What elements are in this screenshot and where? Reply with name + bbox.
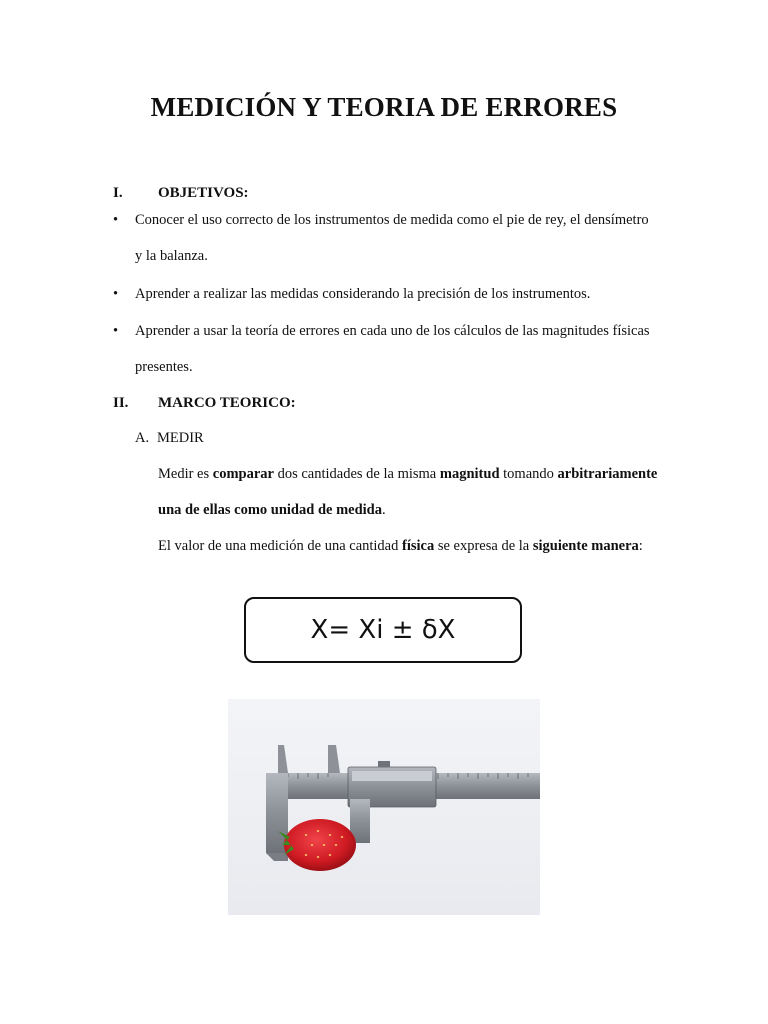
section-label: OBJETIVOS: (158, 185, 249, 201)
section-number: II. (113, 395, 129, 411)
bullet-icon: • (113, 323, 119, 339)
caliper-strawberry-image (228, 699, 540, 915)
section-number: I. (113, 185, 123, 201)
formula-text: X= Xi ± δX (310, 615, 456, 645)
text-run-bold: una de ellas como unidad de medida (158, 502, 382, 518)
text-run-bold: siguiente manera (532, 538, 639, 554)
text-run: se expresa de la (434, 538, 533, 554)
bullet-icon: • (113, 212, 119, 228)
vernier-window (352, 771, 432, 781)
expression-intro (158, 538, 643, 555)
definition-line-2 (158, 502, 386, 519)
section-label: MARCO TEORICO: (158, 395, 296, 411)
text-run-bold: comparar (212, 466, 274, 482)
objective-line: Aprender a realizar las medidas considerando la precisión de los instrumentos. (135, 286, 591, 302)
objective-line: presentes. (135, 359, 193, 375)
bullet-icon: • (113, 286, 119, 302)
text-run-bold: física (402, 538, 435, 554)
lock-screw (378, 761, 390, 767)
text-run-bold: arbitrariamente (557, 466, 658, 482)
strawberry (284, 819, 356, 871)
formula-box (244, 597, 522, 663)
subsection-letter: A. (135, 430, 150, 446)
definition-line-1 (158, 466, 657, 483)
text-run: El valor de una medición de una cantidad (158, 538, 402, 554)
text-run: tomando (499, 466, 558, 482)
text-run: Medir es (158, 466, 213, 482)
text-run: dos cantidades de la misma (273, 466, 440, 482)
page-title: MEDICIÓN Y TEORIA DE ERRORES (150, 92, 618, 122)
objective-line: Aprender a usar la teoría de errores en cada uno de los cálculos de las magnitudes físicas (135, 323, 650, 339)
subsection-label: MEDIR (157, 430, 204, 446)
text-run-bold: magnitud (439, 466, 500, 482)
text-run: . (382, 502, 386, 518)
objective-line: Conocer el uso correcto de los instrumentos de medida como el pie de rey, el densímetro (135, 212, 649, 228)
text-run: : (638, 538, 643, 554)
objective-line: y la balanza. (135, 248, 208, 264)
